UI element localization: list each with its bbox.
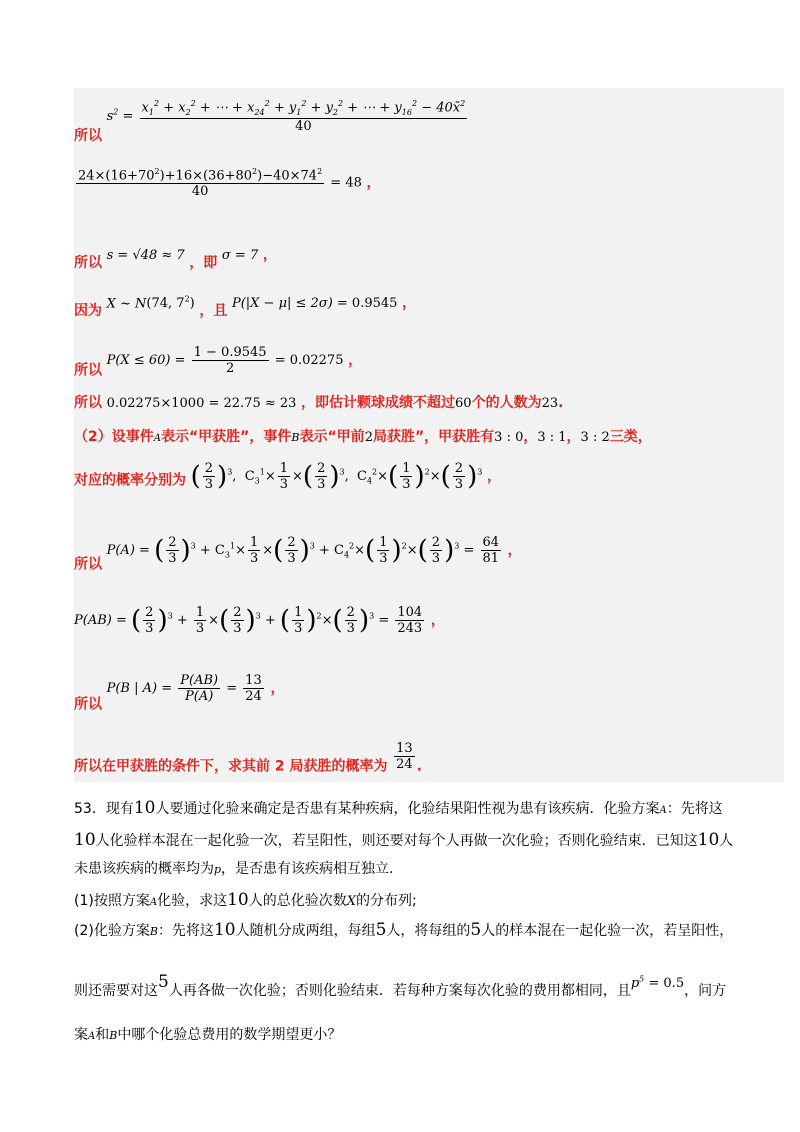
label-probs: 对应的概率分别为 xyxy=(74,472,186,489)
comma: ， xyxy=(366,175,381,192)
sep: ， xyxy=(523,429,538,445)
ratio-3-0: 3 : 0 xyxy=(494,429,524,445)
scheme-a: A xyxy=(149,897,158,908)
solution-line-sd xyxy=(74,248,277,270)
problem-text: 人要通过化验来确定是否患有某种疾病，化验结果阳性视为患有该疾病．化验方案 xyxy=(155,801,660,817)
part2-text-2: 表示“甲获胜”，事件 xyxy=(160,429,292,445)
ratio-3-2: 3 : 2 xyxy=(580,429,610,445)
num-2: 2 xyxy=(364,429,373,445)
problem-line-7 xyxy=(74,1028,794,1042)
scheme-a: A xyxy=(88,1031,96,1042)
count-text-2: 个的人数为 xyxy=(471,395,542,411)
num-10: 10 xyxy=(227,890,249,910)
solution-line-pba xyxy=(74,674,284,712)
scheme-a: A xyxy=(659,805,667,816)
pa-formula: P(A) = ( $\frac{2}{3}$ )$^3 + C_3^1\times$ $\frac{1}{3}$ ×( $\frac{2}{3}$ )$^3 + C_4^2\times$( $\frac{1}{3}$ )$^2$×( $\frac{2}{3}$ )$^3$ = $\frac{64}{81}$ xyxy=(106,535,500,566)
comma: ， xyxy=(402,295,417,312)
problem-line-3 xyxy=(74,862,794,876)
label-ji: ，即 xyxy=(189,255,218,271)
problem-text: 未患该疾病的概率均为 xyxy=(74,861,214,877)
label-suoyi: 所以 xyxy=(74,696,102,713)
solution-line-pab xyxy=(74,606,445,635)
problem-text: 人再各做一次化验；否则化验结束．若每种方案每次化验的费用都相同，且 xyxy=(168,983,631,999)
count-num-23: 23 xyxy=(541,395,559,411)
fraction-numerator: 13 xyxy=(396,741,413,756)
problem-text: 和 xyxy=(95,1027,110,1043)
problem-line-6 xyxy=(74,974,794,998)
problem-text: 的分布列; xyxy=(355,893,417,909)
pab-formula: P(AB) = ( $\frac{2}{3}$ )$^3$ + $\frac{1}{3}$ ×( $\frac{2}{3}$ )$^3$ + ( $\frac{1}{3}$ )$^2$×( $\frac{2}{3}$ )$^3$ = $\frac{104}{243}$ xyxy=(74,605,423,636)
conclusion-text: 所以在甲获胜的条件下，求其前 2 局获胜的概率为 xyxy=(74,758,388,775)
part2-text: （2）设事件 xyxy=(74,429,154,445)
label-suoyi: 所以 xyxy=(74,395,102,411)
label-suoyi: 所以 xyxy=(74,556,102,573)
part2-text-5: 三类， xyxy=(609,429,652,445)
solution-line-pa xyxy=(74,536,522,572)
num-5: 5 xyxy=(375,920,387,940)
comma: ， xyxy=(348,352,363,369)
problem-line-5 xyxy=(74,922,794,939)
problem-text: 中哪个化验总费用的数学期望更小？ xyxy=(117,1027,342,1043)
sep: ， xyxy=(566,429,581,445)
period: . xyxy=(416,758,422,775)
problem-text: 53．现有 xyxy=(74,801,134,817)
solution-line-conclusion xyxy=(74,742,422,774)
problem-line-2 xyxy=(74,832,794,849)
num-5: 5 xyxy=(470,920,482,940)
part2-text-4: 局获胜”，甲获胜有 xyxy=(372,429,495,445)
num-10: 10 xyxy=(697,830,720,850)
problem-text: 案 xyxy=(74,1027,88,1043)
num-5: 5 xyxy=(158,972,169,992)
event-b: B xyxy=(291,431,300,444)
comma: ， xyxy=(270,680,285,697)
problem-text: 人 xyxy=(719,833,734,849)
solution-line-count xyxy=(74,396,563,411)
sigma-formula: σ = 7 xyxy=(221,247,259,263)
problem-text: 人的总化验次数 xyxy=(248,893,347,909)
fraction-denominator: 24 xyxy=(396,757,413,772)
solution-line-p60 xyxy=(74,346,362,378)
pba-formula: P(B | A) = $\frac{P(AB)}{P(A)}$ = $\frac{13}{24}$ xyxy=(106,673,262,704)
label-qie: ，且 xyxy=(199,303,228,320)
count-num-60: 60 xyxy=(455,395,472,411)
problem-text: ，是否患有该疾病相互独立. xyxy=(221,861,394,877)
ratio-3-1: 3 : 1 xyxy=(537,429,567,445)
sd-formula: s = √48 ≈ 7 xyxy=(106,247,185,263)
comma: ， xyxy=(507,542,522,559)
event-a: A xyxy=(153,433,161,444)
solution-line-normal xyxy=(74,296,416,318)
comma: ， xyxy=(262,247,277,263)
p60-formula: P(X ≤ 60) = $\frac{1 - 0.9545}{2}$ = 0.02275 xyxy=(106,345,344,376)
normal-formula: X ~ N(74, $7^2$) xyxy=(106,295,195,312)
problem-text: ，问方 xyxy=(684,983,727,999)
problem-text: (2)化验方案 xyxy=(74,923,150,939)
num-10: 10 xyxy=(74,830,96,850)
num-10: 10 xyxy=(133,798,156,818)
count-formula: 0.02275×1000 = 22.75 ≈ 23 xyxy=(106,395,297,411)
solution-line-probs xyxy=(74,462,501,491)
prob-2sigma-formula: P(|X − μ| ≤ 2σ) = 0.9545 xyxy=(231,295,398,311)
problem-line-4 xyxy=(74,892,794,909)
variance-value-formula: $\frac{24\times(16+70^2)+16\times(36+80^2)-40\times 74^2}{40}$ = 48 xyxy=(78,167,362,200)
num-10: 10 xyxy=(213,920,236,940)
label-yinwei: 因为 xyxy=(74,303,102,320)
label-suoyi: 所以 xyxy=(74,127,102,144)
p5-formula: $p^5 = 0.5$ xyxy=(630,974,685,991)
problem-text: 化验，求这 xyxy=(157,893,228,909)
label-suoyi: 所以 xyxy=(74,255,102,271)
label-suoyi: 所以 xyxy=(74,362,102,379)
solution-line-variance-value xyxy=(74,168,380,198)
problem-line-1 xyxy=(74,800,794,817)
solution-line-part2 xyxy=(74,430,652,445)
var-x: X xyxy=(346,894,356,909)
scheme-b: B xyxy=(109,1029,118,1042)
comma: ， xyxy=(430,612,445,629)
part2-text-3: 表示“甲前 xyxy=(299,429,365,445)
scheme-b: B xyxy=(149,925,158,938)
problem-text: (1)按照方案 xyxy=(74,893,150,909)
comma: ， xyxy=(486,468,501,485)
problem-text: ：先将这 xyxy=(666,801,723,817)
problem-text: 人化验样本混在一起化验一次，若呈阳性，则还要对每个人再做一次化验；否则化验结束．已知这 xyxy=(95,833,698,849)
problem-text: 人随机分成两组，每组 xyxy=(235,923,376,939)
count-text: ，即估计颗球成绩不超过 xyxy=(301,395,456,411)
problem-text: ：先将这 xyxy=(157,923,214,939)
problem-text: 则还需要对这 xyxy=(74,983,158,999)
variance-formula: $s^2$ = $\frac{x_1^2 + x_2^2 + \cdots + x_{24}^2 + y_1^2 + y_2^2 + \cdots + y_{16}^2 - 40x̄^2}{40}$ xyxy=(106,99,466,134)
prob-p: p xyxy=(214,863,222,876)
probs-formula: ( $\frac{2}{3}$ )$^3$, $C_3^1\times$ $\frac{1}{3}$ ×( $\frac{2}{3}$ )$^3$, $C_4^2\times$( $\frac{1}{3}$ )$^2$×( $\frac{2}{3}$ )$^3$ xyxy=(190,461,483,492)
period: . xyxy=(558,395,564,411)
solution-line-variance xyxy=(74,100,469,143)
problem-text: 人，将每组的 xyxy=(386,923,471,939)
conclusion-fraction xyxy=(392,742,417,771)
problem-text: 人的样本混在一起化验一次，若呈阳性， xyxy=(481,923,734,939)
